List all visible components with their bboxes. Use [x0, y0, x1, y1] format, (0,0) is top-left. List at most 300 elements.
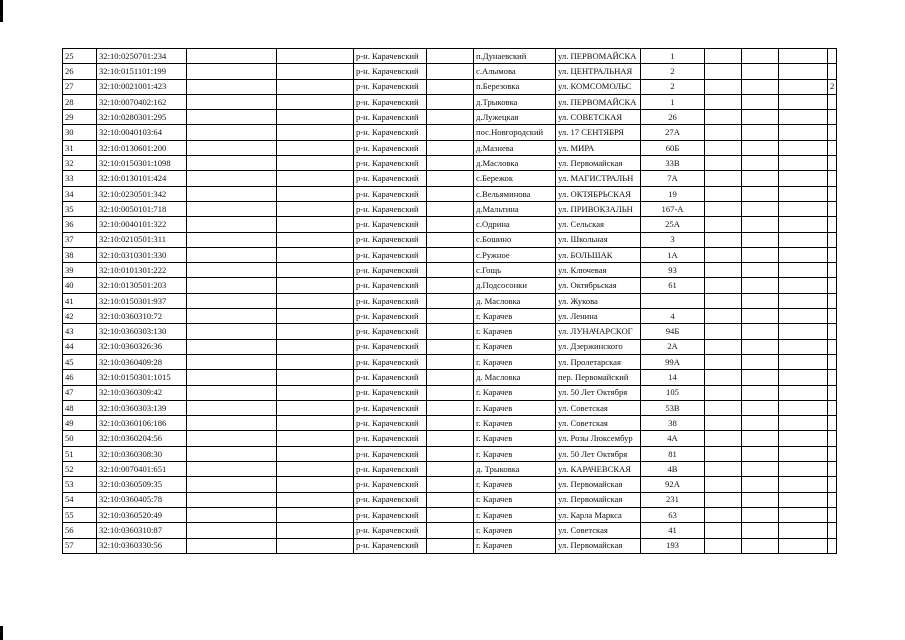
- empty-cell: [187, 324, 277, 339]
- table-row: [63, 416, 837, 431]
- street-cell: ул. Советская: [556, 523, 641, 538]
- settlement-cell: пос.Новгородский: [474, 125, 556, 140]
- empty-cell: [277, 339, 354, 354]
- empty-cell: [427, 156, 474, 171]
- empty-cell: [187, 339, 277, 354]
- extra-value-cell: [828, 477, 837, 492]
- cadastral-number-cell: 32:10:0130601:200: [97, 140, 187, 155]
- empty-cell: [705, 370, 742, 385]
- row-number-cell: 30: [63, 125, 97, 140]
- empty-cell: [277, 462, 354, 477]
- empty-cell: [427, 217, 474, 232]
- settlement-cell: г. Карачев: [474, 400, 556, 415]
- empty-cell: [705, 538, 742, 553]
- district-cell: р-н. Карачевский: [354, 354, 427, 369]
- district-cell: р-н. Карачевский: [354, 538, 427, 553]
- empty-cell: [742, 278, 779, 293]
- empty-cell: [705, 94, 742, 109]
- empty-cell: [427, 324, 474, 339]
- extra-value-cell: [828, 400, 837, 415]
- extra-value-cell: [828, 49, 837, 64]
- empty-cell: [187, 110, 277, 125]
- extra-value-cell: [828, 140, 837, 155]
- empty-cell: [779, 140, 828, 155]
- settlement-cell: г. Карачев: [474, 354, 556, 369]
- row-number-cell: 51: [63, 446, 97, 461]
- empty-cell: [427, 79, 474, 94]
- table-row: [63, 309, 837, 324]
- empty-cell: [277, 523, 354, 538]
- empty-cell: [779, 232, 828, 247]
- settlement-cell: г. Карачев: [474, 324, 556, 339]
- settlement-cell: г. Карачев: [474, 416, 556, 431]
- empty-cell: [742, 507, 779, 522]
- empty-cell: [187, 79, 277, 94]
- empty-cell: [187, 186, 277, 201]
- extra-value-cell: [828, 462, 837, 477]
- empty-cell: [427, 49, 474, 64]
- empty-cell: [742, 263, 779, 278]
- table-row: [63, 186, 837, 201]
- street-cell: ул. ЦЕНТРАЛЬНАЯ: [556, 64, 641, 79]
- street-cell: ул. 50 Лет Октября: [556, 385, 641, 400]
- empty-cell: [427, 64, 474, 79]
- empty-cell: [742, 79, 779, 94]
- street-cell: ул. Советская: [556, 400, 641, 415]
- cadastral-number-cell: 32:10:0360330:56: [97, 538, 187, 553]
- empty-cell: [779, 462, 828, 477]
- street-cell: ул. Дзержинского: [556, 339, 641, 354]
- table-row: [63, 171, 837, 186]
- empty-cell: [705, 247, 742, 262]
- extra-value-cell: 2: [828, 79, 837, 94]
- cadastral-number-cell: 32:10:0130501:203: [97, 278, 187, 293]
- empty-cell: [187, 140, 277, 155]
- table-row: [63, 232, 837, 247]
- empty-cell: [277, 217, 354, 232]
- extra-value-cell: [828, 156, 837, 171]
- settlement-cell: д.Подсосонки: [474, 278, 556, 293]
- row-number-cell: 49: [63, 416, 97, 431]
- empty-cell: [742, 370, 779, 385]
- empty-cell: [742, 156, 779, 171]
- extra-value-cell: [828, 247, 837, 262]
- house-number-cell: 1: [641, 94, 705, 109]
- cadastral-number-cell: 32:10:0360106:186: [97, 416, 187, 431]
- cadastral-number-cell: 32:10:0101301:222: [97, 263, 187, 278]
- street-cell: ул. Советская: [556, 416, 641, 431]
- row-number-cell: 42: [63, 309, 97, 324]
- empty-cell: [705, 324, 742, 339]
- empty-cell: [705, 186, 742, 201]
- empty-cell: [705, 171, 742, 186]
- district-cell: р-н. Карачевский: [354, 49, 427, 64]
- empty-cell: [742, 49, 779, 64]
- house-number-cell: 41: [641, 523, 705, 538]
- table-row: [63, 431, 837, 446]
- house-number-cell: 60Б: [641, 140, 705, 155]
- settlement-cell: с.Вельяминова: [474, 186, 556, 201]
- empty-cell: [187, 416, 277, 431]
- empty-cell: [427, 186, 474, 201]
- empty-cell: [705, 339, 742, 354]
- empty-cell: [187, 49, 277, 64]
- house-number-cell: 231: [641, 492, 705, 507]
- district-cell: р-н. Карачевский: [354, 140, 427, 155]
- house-number-cell: 53В: [641, 400, 705, 415]
- empty-cell: [277, 186, 354, 201]
- settlement-cell: г. Карачев: [474, 492, 556, 507]
- street-cell: ул. Жукова: [556, 293, 641, 308]
- table-row: [63, 94, 837, 109]
- empty-cell: [779, 171, 828, 186]
- empty-cell: [277, 247, 354, 262]
- empty-cell: [779, 125, 828, 140]
- row-number-cell: 38: [63, 247, 97, 262]
- house-number-cell: 2: [641, 64, 705, 79]
- row-number-cell: 41: [63, 293, 97, 308]
- house-number-cell: 1А: [641, 247, 705, 262]
- street-cell: ул. КОМСОМОЛЬС: [556, 79, 641, 94]
- empty-cell: [427, 492, 474, 507]
- street-cell: ул. КАРАЧЕВСКАЯ: [556, 462, 641, 477]
- empty-cell: [779, 247, 828, 262]
- district-cell: р-н. Карачевский: [354, 462, 427, 477]
- empty-cell: [277, 293, 354, 308]
- empty-cell: [187, 232, 277, 247]
- empty-cell: [277, 125, 354, 140]
- row-number-cell: 34: [63, 186, 97, 201]
- street-cell: ул. МАГИСТРАЛЬН: [556, 171, 641, 186]
- district-cell: р-н. Карачевский: [354, 339, 427, 354]
- empty-cell: [277, 140, 354, 155]
- table-row: [63, 324, 837, 339]
- empty-cell: [277, 400, 354, 415]
- house-number-cell: 14: [641, 370, 705, 385]
- street-cell: ул. ПРИВОКЗАЛЬН: [556, 201, 641, 216]
- empty-cell: [187, 523, 277, 538]
- extra-value-cell: [828, 293, 837, 308]
- empty-cell: [277, 507, 354, 522]
- house-number-cell: 33В: [641, 156, 705, 171]
- house-number-cell: 105: [641, 385, 705, 400]
- table-row: [63, 140, 837, 155]
- street-cell: ул. ЛУНАЧАРСКОГ: [556, 324, 641, 339]
- row-number-cell: 40: [63, 278, 97, 293]
- cadastral-number-cell: 32:10:0050101:718: [97, 201, 187, 216]
- house-number-cell: 63: [641, 507, 705, 522]
- cadastral-number-cell: 32:10:0040103:64: [97, 125, 187, 140]
- empty-cell: [779, 523, 828, 538]
- empty-cell: [779, 110, 828, 125]
- empty-cell: [427, 247, 474, 262]
- extra-value-cell: [828, 201, 837, 216]
- empty-cell: [742, 492, 779, 507]
- district-cell: р-н. Карачевский: [354, 507, 427, 522]
- empty-cell: [742, 171, 779, 186]
- extra-value-cell: [828, 217, 837, 232]
- house-number-cell: 2: [641, 79, 705, 94]
- empty-cell: [705, 507, 742, 522]
- street-cell: ул. ОКТЯБРЬСКАЯ: [556, 186, 641, 201]
- row-number-cell: 46: [63, 370, 97, 385]
- empty-cell: [187, 94, 277, 109]
- settlement-cell: г. Карачев: [474, 309, 556, 324]
- extra-value-cell: [828, 354, 837, 369]
- empty-cell: [742, 324, 779, 339]
- house-number-cell: 19: [641, 186, 705, 201]
- table-row: [63, 217, 837, 232]
- empty-cell: [277, 446, 354, 461]
- row-number-cell: 53: [63, 477, 97, 492]
- district-cell: р-н. Карачевский: [354, 492, 427, 507]
- house-number-cell: 1: [641, 49, 705, 64]
- empty-cell: [187, 247, 277, 262]
- district-cell: р-н. Карачевский: [354, 385, 427, 400]
- settlement-cell: г. Карачев: [474, 385, 556, 400]
- empty-cell: [187, 446, 277, 461]
- extra-value-cell: [828, 370, 837, 385]
- settlement-cell: с.Бошино: [474, 232, 556, 247]
- empty-cell: [779, 507, 828, 522]
- row-number-cell: 47: [63, 385, 97, 400]
- cadastral-number-cell: 32:10:0360520:49: [97, 507, 187, 522]
- empty-cell: [779, 385, 828, 400]
- empty-cell: [705, 278, 742, 293]
- extra-value-cell: [828, 263, 837, 278]
- empty-cell: [705, 201, 742, 216]
- settlement-cell: д.Масловка: [474, 156, 556, 171]
- empty-cell: [427, 462, 474, 477]
- district-cell: р-н. Карачевский: [354, 400, 427, 415]
- empty-cell: [187, 431, 277, 446]
- empty-cell: [779, 201, 828, 216]
- empty-cell: [779, 538, 828, 553]
- settlement-cell: г. Карачев: [474, 446, 556, 461]
- empty-cell: [742, 125, 779, 140]
- settlement-cell: с.Бережок: [474, 171, 556, 186]
- street-cell: ул. БОЛЬШАК: [556, 247, 641, 262]
- district-cell: р-н. Карачевский: [354, 247, 427, 262]
- settlement-cell: г. Карачев: [474, 339, 556, 354]
- empty-cell: [742, 431, 779, 446]
- row-number-cell: 27: [63, 79, 97, 94]
- district-cell: р-н. Карачевский: [354, 156, 427, 171]
- cadastral-number-cell: 32:10:0280301:295: [97, 110, 187, 125]
- row-number-cell: 33: [63, 171, 97, 186]
- table-row: [63, 263, 837, 278]
- row-number-cell: 52: [63, 462, 97, 477]
- district-cell: р-н. Карачевский: [354, 94, 427, 109]
- empty-cell: [277, 354, 354, 369]
- empty-cell: [277, 416, 354, 431]
- empty-cell: [705, 309, 742, 324]
- district-cell: р-н. Карачевский: [354, 110, 427, 125]
- table-row: [63, 385, 837, 400]
- empty-cell: [187, 263, 277, 278]
- district-cell: р-н. Карачевский: [354, 171, 427, 186]
- district-cell: р-н. Карачевский: [354, 186, 427, 201]
- empty-cell: [779, 492, 828, 507]
- empty-cell: [779, 217, 828, 232]
- empty-cell: [779, 416, 828, 431]
- empty-cell: [705, 354, 742, 369]
- empty-cell: [187, 507, 277, 522]
- settlement-cell: с.Алымова: [474, 64, 556, 79]
- cadastral-number-cell: 32:10:0151101:199: [97, 64, 187, 79]
- row-number-cell: 36: [63, 217, 97, 232]
- empty-cell: [779, 49, 828, 64]
- settlement-cell: д. Масловка: [474, 370, 556, 385]
- empty-cell: [779, 446, 828, 461]
- district-cell: р-н. Карачевский: [354, 477, 427, 492]
- cadastral-number-cell: 32:10:0021001:423: [97, 79, 187, 94]
- empty-cell: [427, 125, 474, 140]
- house-number-cell: 26: [641, 110, 705, 125]
- empty-cell: [705, 492, 742, 507]
- table-row: [63, 523, 837, 538]
- cadastral-number-cell: 32:10:0360310:87: [97, 523, 187, 538]
- street-cell: ул. Октябрьская: [556, 278, 641, 293]
- cadastral-number-cell: 32:10:0150301:937: [97, 293, 187, 308]
- extra-value-cell: [828, 492, 837, 507]
- empty-cell: [705, 400, 742, 415]
- cadastral-number-cell: 32:10:0360303:130: [97, 324, 187, 339]
- empty-cell: [427, 446, 474, 461]
- empty-cell: [742, 110, 779, 125]
- district-cell: р-н. Карачевский: [354, 64, 427, 79]
- empty-cell: [742, 309, 779, 324]
- house-number-cell: 167-А: [641, 201, 705, 216]
- row-number-cell: 31: [63, 140, 97, 155]
- cadastral-number-cell: 32:10:0360309:42: [97, 385, 187, 400]
- empty-cell: [427, 538, 474, 553]
- empty-cell: [742, 186, 779, 201]
- district-cell: р-н. Карачевский: [354, 416, 427, 431]
- empty-cell: [187, 538, 277, 553]
- cadastral-number-cell: 32:10:0360204:56: [97, 431, 187, 446]
- house-number-cell: 92А: [641, 477, 705, 492]
- table-row: [63, 201, 837, 216]
- empty-cell: [277, 492, 354, 507]
- house-number-cell: 38: [641, 416, 705, 431]
- table-row: [63, 278, 837, 293]
- empty-cell: [779, 64, 828, 79]
- settlement-cell: д.Лужецкая: [474, 110, 556, 125]
- row-number-cell: 48: [63, 400, 97, 415]
- settlement-cell: д. Трыковка: [474, 462, 556, 477]
- empty-cell: [427, 507, 474, 522]
- empty-cell: [705, 49, 742, 64]
- empty-cell: [277, 94, 354, 109]
- district-cell: р-н. Карачевский: [354, 125, 427, 140]
- empty-cell: [705, 232, 742, 247]
- table-row: [63, 156, 837, 171]
- house-number-cell: 7А: [641, 171, 705, 186]
- empty-cell: [427, 339, 474, 354]
- empty-cell: [779, 370, 828, 385]
- extra-value-cell: [828, 94, 837, 109]
- settlement-cell: г. Карачев: [474, 477, 556, 492]
- empty-cell: [779, 293, 828, 308]
- street-cell: ул. Первомайская: [556, 538, 641, 553]
- cadastral-number-cell: 32:10:0250701:234: [97, 49, 187, 64]
- street-cell: ул. Первомайская: [556, 477, 641, 492]
- cadastral-number-cell: 32:10:0070402:162: [97, 94, 187, 109]
- empty-cell: [277, 171, 354, 186]
- house-number-cell: 4А: [641, 431, 705, 446]
- empty-cell: [427, 293, 474, 308]
- street-cell: ул. Первомайская: [556, 156, 641, 171]
- settlement-cell: г. Карачев: [474, 523, 556, 538]
- scan-edge-mark-bottom: [0, 626, 3, 640]
- empty-cell: [705, 110, 742, 125]
- empty-cell: [427, 370, 474, 385]
- empty-cell: [187, 492, 277, 507]
- street-cell: ул. Карла Маркса: [556, 507, 641, 522]
- empty-cell: [427, 523, 474, 538]
- settlement-cell: п.Дунаевский: [474, 49, 556, 64]
- settlement-cell: п.Березовка: [474, 79, 556, 94]
- empty-cell: [277, 64, 354, 79]
- cadastral-number-cell: 32:10:0150301:1098: [97, 156, 187, 171]
- street-cell: ул. МИРА: [556, 140, 641, 155]
- empty-cell: [779, 263, 828, 278]
- street-cell: ул. Пролетарская: [556, 354, 641, 369]
- empty-cell: [187, 201, 277, 216]
- street-cell: ул. СОВЕТСКАЯ: [556, 110, 641, 125]
- extra-value-cell: [828, 431, 837, 446]
- empty-cell: [187, 400, 277, 415]
- empty-cell: [705, 140, 742, 155]
- table-row: [63, 339, 837, 354]
- district-cell: р-н. Карачевский: [354, 446, 427, 461]
- empty-cell: [705, 217, 742, 232]
- empty-cell: [187, 477, 277, 492]
- empty-cell: [187, 462, 277, 477]
- empty-cell: [705, 477, 742, 492]
- street-cell: ул. 50 Лет Октября: [556, 446, 641, 461]
- empty-cell: [779, 339, 828, 354]
- house-number-cell: 4: [641, 309, 705, 324]
- empty-cell: [277, 309, 354, 324]
- house-number-cell: 27А: [641, 125, 705, 140]
- empty-cell: [779, 278, 828, 293]
- house-number-cell: 94Б: [641, 324, 705, 339]
- empty-cell: [705, 263, 742, 278]
- street-cell: ул. ПЕРВОМАЙСКА: [556, 94, 641, 109]
- table-row: [63, 293, 837, 308]
- house-number-cell: 99А: [641, 354, 705, 369]
- empty-cell: [427, 416, 474, 431]
- cadastral-number-cell: 32:10:0150301:1015: [97, 370, 187, 385]
- empty-cell: [742, 416, 779, 431]
- extra-value-cell: [828, 446, 837, 461]
- street-cell: ул. Ленина: [556, 309, 641, 324]
- cadastral-number-cell: 32:10:0070401:651: [97, 462, 187, 477]
- empty-cell: [742, 247, 779, 262]
- row-number-cell: 44: [63, 339, 97, 354]
- row-number-cell: 55: [63, 507, 97, 522]
- empty-cell: [187, 125, 277, 140]
- row-number-cell: 45: [63, 354, 97, 369]
- table-row: [63, 247, 837, 262]
- empty-cell: [779, 79, 828, 94]
- table-row: [63, 110, 837, 125]
- cadastral-number-cell: 32:10:0360303:139: [97, 400, 187, 415]
- extra-value-cell: [828, 278, 837, 293]
- empty-cell: [277, 232, 354, 247]
